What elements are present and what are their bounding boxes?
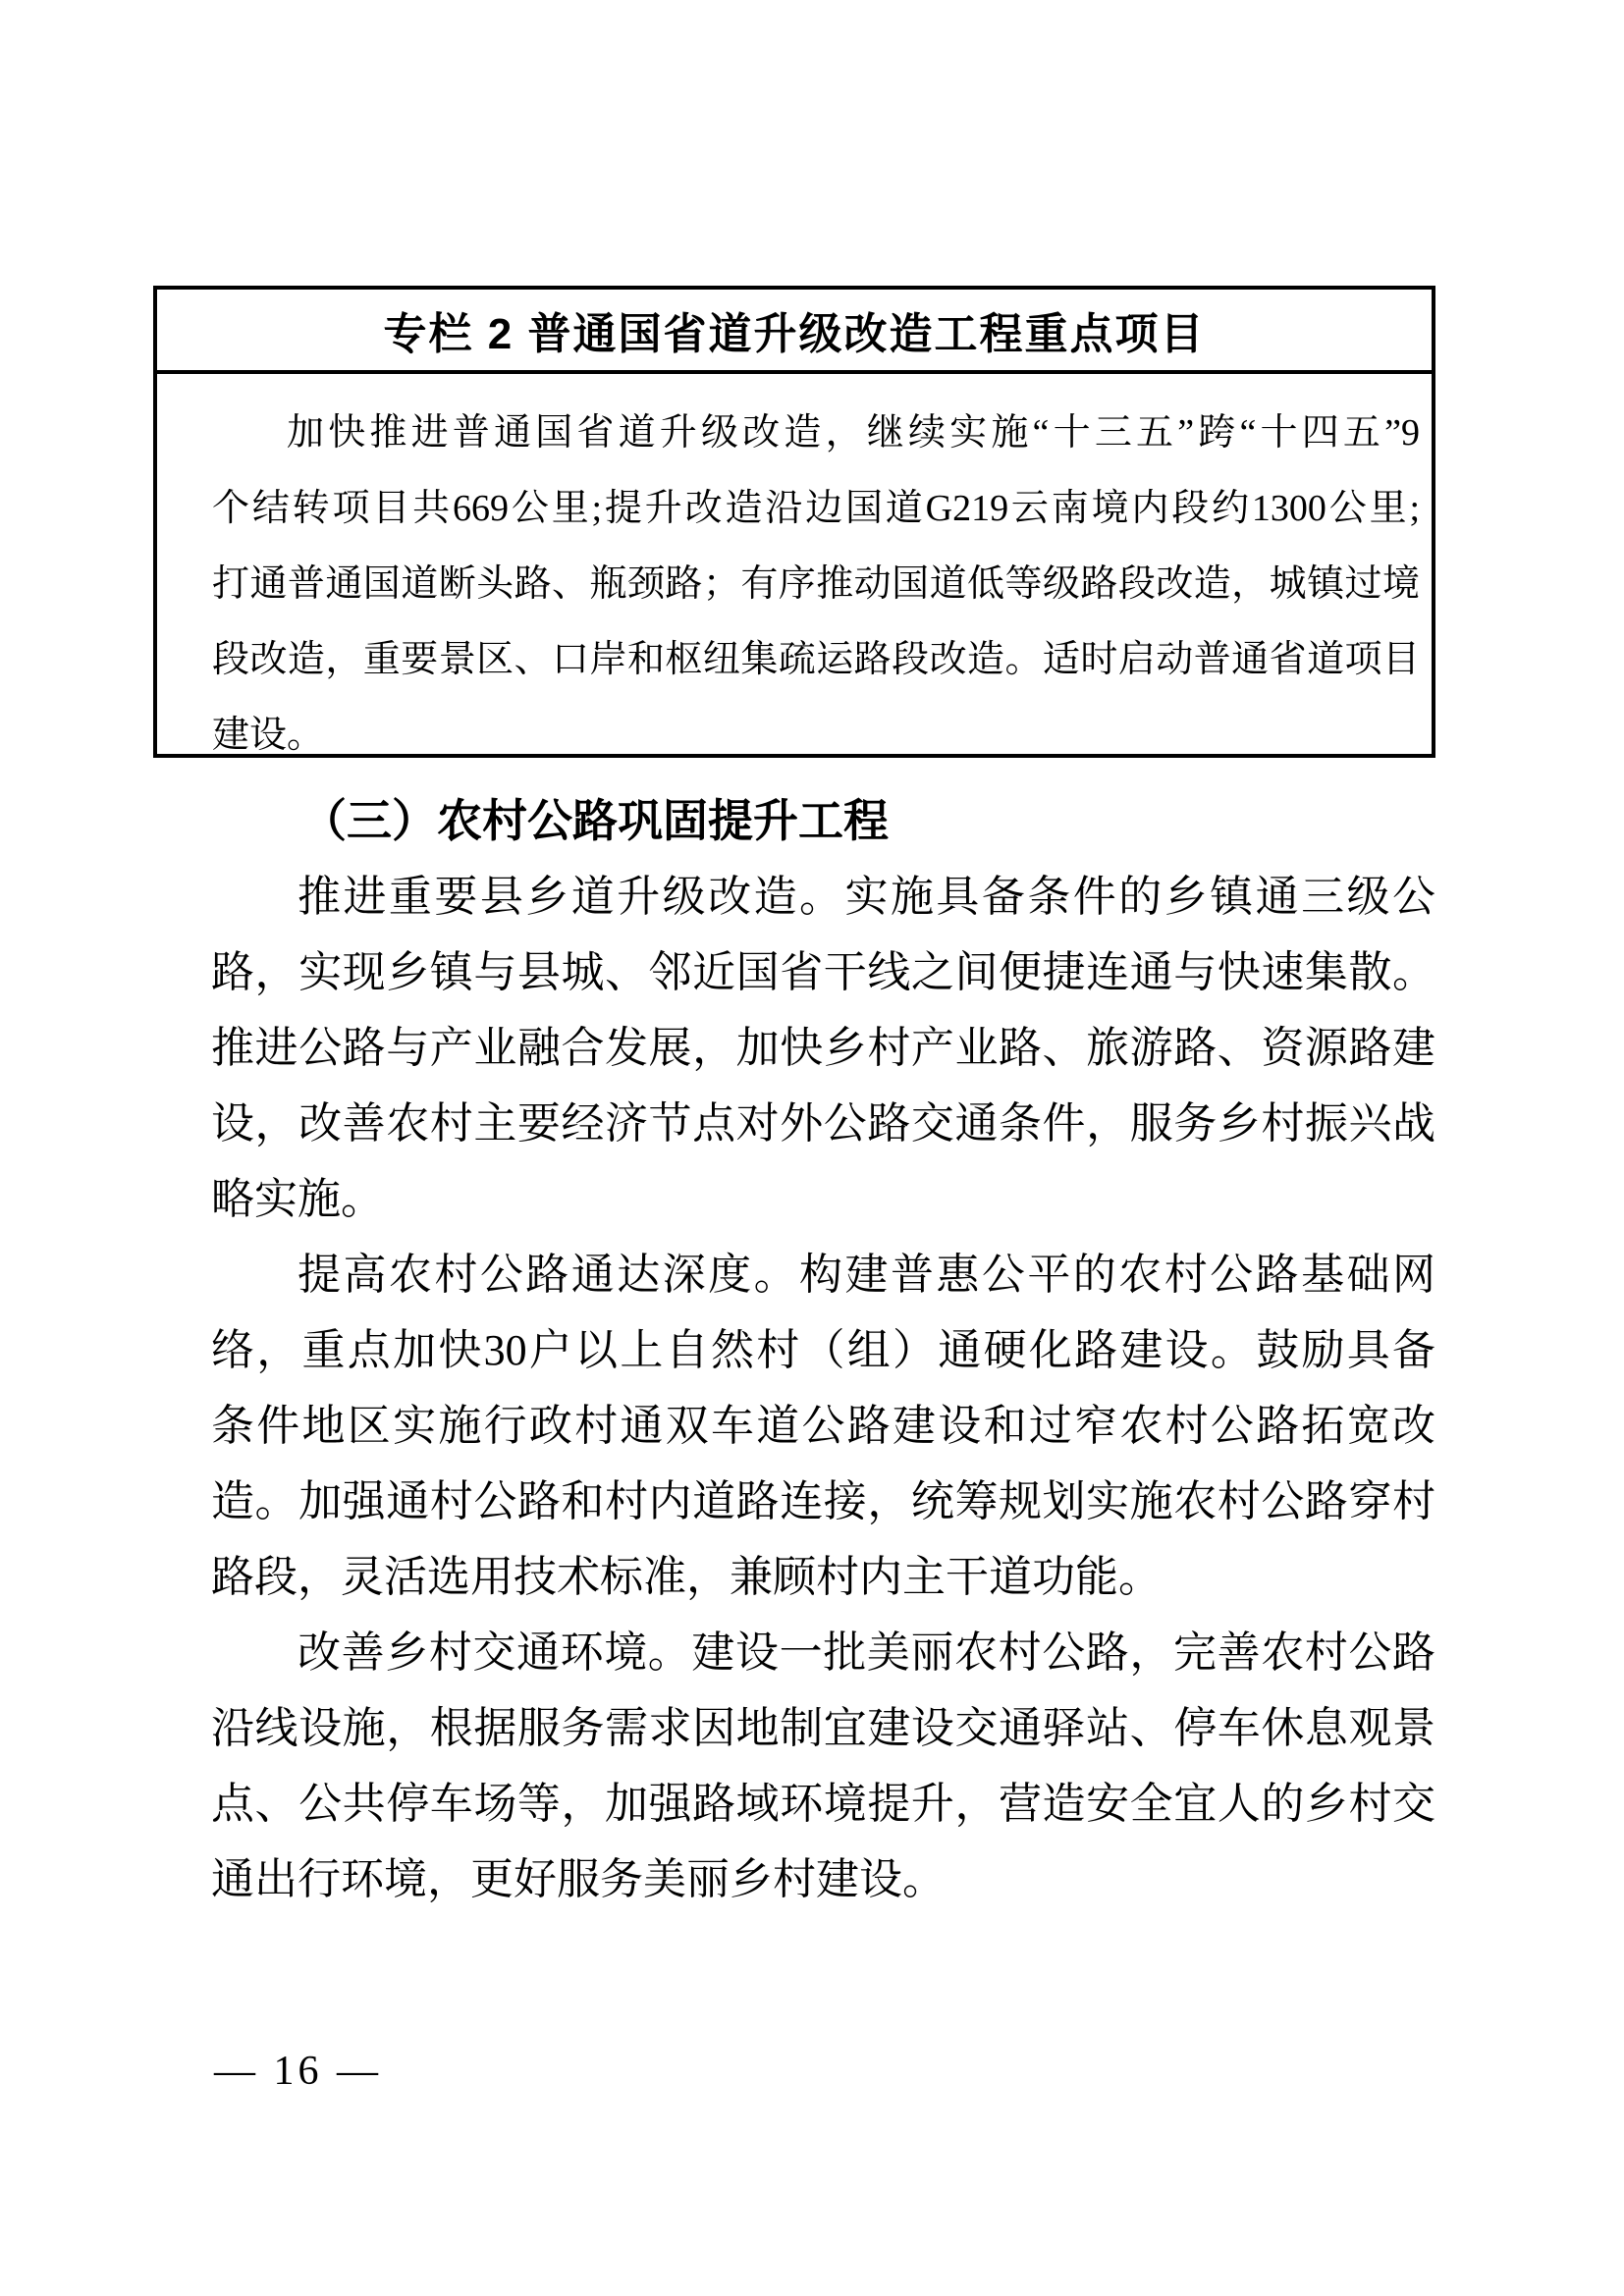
paragraph-line: 点、公共停车场等，加强路域环境提升，营造安全宜人的乡村交: [211, 1780, 1435, 1828]
main-text-column: [211, 783, 1435, 1917]
paragraph-line: 推进公路与产业融合发展，加快乡村产业路、旅游路、资源路建: [211, 1024, 1435, 1072]
section-heading: （三）农村公路巩固提升工程: [301, 796, 889, 846]
paragraph-line: 造。加强通村公路和村内道路连接，统筹规划实施农村公路穿村: [211, 1477, 1435, 1525]
paragraph-line: 路，实现乡镇与县城、邻近国省干线之间便捷连通与快速集散。: [211, 948, 1435, 996]
page-number: — 16 —: [214, 2049, 382, 2094]
callout-line: 建设。: [212, 715, 325, 756]
paragraph: [211, 859, 1435, 1237]
paragraph-line: 通出行环境，更好服务美丽乡村建设。: [211, 1855, 946, 1903]
callout-box-body: [157, 374, 1432, 774]
paragraph-line: 推进重要县乡道升级改造。实施具备条件的乡镇通三级公: [298, 873, 1435, 921]
paragraph-line: 提高农村公路通达深度。构建普惠公平的农村公路基础网: [298, 1251, 1435, 1299]
paragraph: [211, 1615, 1435, 1917]
paragraph-line: 条件地区实施行政村通双车道公路建设和过窄农村公路拓宽改: [211, 1402, 1435, 1450]
callout-box-title: 专栏 2 普通国省道升级改造工程重点项目: [157, 290, 1432, 374]
paragraph-line: 略实施。: [211, 1175, 384, 1223]
paragraph-line: 络，重点加快30户以上自然村（组）通硬化路建设。鼓励具备: [211, 1326, 1435, 1374]
paragraph-line: 路段，灵活选用技术标准，兼顾村内主干道功能。: [211, 1553, 1162, 1601]
paragraph-line: 设，改善农村主要经济节点对外公路交通条件，服务乡村振兴战: [211, 1099, 1435, 1148]
paragraph-line: 沿线设施，根据服务需求因地制宜建设交通驿站、停车休息观景: [211, 1704, 1435, 1752]
callout-line: 打通普通国道断头路、瓶颈路；有序推动国道低等级路段改造，城镇过境: [212, 563, 1420, 605]
callout-line: 段改造，重要景区、口岸和枢纽集疏运路段改造。适时启动普通省道项目: [212, 639, 1420, 680]
callout-line: 加快推进普通国省道升级改造，继续实施“十三五”跨“十四五”9: [287, 412, 1420, 454]
callout-box: [153, 286, 1435, 758]
paragraph-line: 改善乡村交通环境。建设一批美丽农村公路，完善农村公路: [298, 1629, 1435, 1677]
paragraph: [211, 1237, 1435, 1615]
callout-line: 个结转项目共669公里;提升改造沿边国道G219云南境内段约1300公里;: [212, 488, 1420, 529]
